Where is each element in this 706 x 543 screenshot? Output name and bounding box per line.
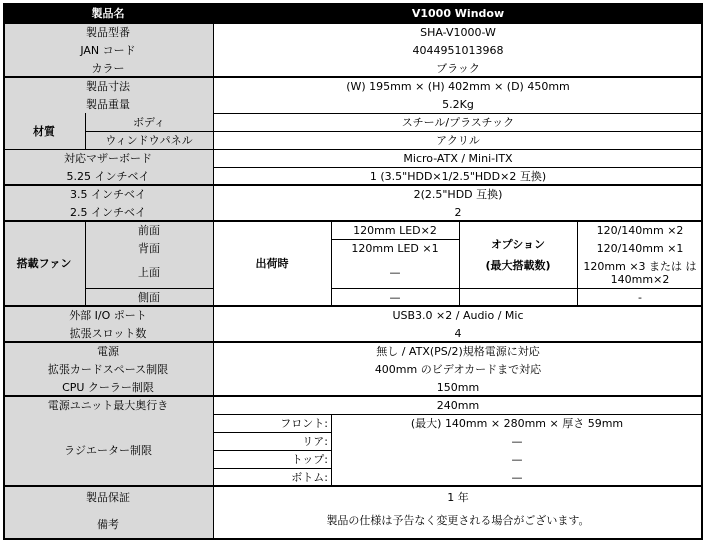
grid-line [3,76,703,78]
value-model: SHA-V1000-W [420,25,496,39]
header-product-name: V1000 Window [213,3,703,23]
label-radiator-bottom: ボトム: [291,470,328,484]
grid-line [331,239,459,240]
label-fan-front: 前面 [85,221,213,239]
label-fan-side: 側面 [85,288,213,306]
grid-line [3,149,703,150]
grid-line [213,113,703,114]
grid-line [3,485,703,487]
label-psu-depth: 電源ユニット最大奥行き [3,396,213,414]
value-gpu: 400mm のビデオカードまで対応 [374,362,542,376]
value-weight: 5.2Kg [442,97,474,111]
grid-line [331,288,703,289]
label-bay25: 2.5 インチベイ [3,203,213,221]
grid-line [85,221,86,306]
label-psu: 電源 [3,342,213,360]
grid-line [213,414,703,415]
label-notes: 備考 [3,508,213,540]
grid-line [3,341,703,343]
label-fans: 搭載ファン [3,221,85,306]
grid-line [331,414,332,486]
label-slots: 拡張スロット数 [3,324,213,342]
fan-top-option-line2: 140mm×2 [610,272,670,286]
fan-side-option: - [638,290,642,304]
grid-line [3,22,703,24]
value-warranty: 1 年 [447,490,469,504]
value-radiator-rear: — [511,434,523,448]
spec-table [3,3,703,540]
label-cooler: CPU クーラー制限 [3,378,213,396]
label-radiator-rear: リア: [302,434,328,448]
grid-line [3,538,703,540]
grid-line [3,3,703,5]
grid-line [213,468,331,469]
grid-line [3,305,703,307]
value-notes: 製品の仕様は予告なく変更される場合がございます。 [326,513,590,527]
grid-line [85,113,86,149]
grid-line [85,288,213,289]
value-motherboard: Micro-ATX / Mini-ITX [403,151,513,165]
fans-option-subtitle: (最大搭載数) [485,258,551,272]
grid-line [331,221,332,306]
label-color: カラー [3,59,213,77]
label-weight: 製品重量 [3,95,213,113]
value-color: ブラック [436,61,480,75]
fan-rear-shipped: 120mm LED ×1 [351,241,439,255]
label-gpu: 拡張カードスペース制限 [3,360,213,378]
fan-side-shipped: — [389,290,401,304]
label-fan-top: 上面 [85,257,213,288]
fans-shipped-label: 出荷時 [255,257,289,270]
label-bay525: 5.25 インチベイ [3,167,213,185]
fan-front-shipped: 120mm LED×2 [353,223,437,237]
fans-option-label [459,221,577,288]
label-material-window: ウィンドウパネル [85,131,213,149]
value-jan: 4044951013968 [412,43,504,57]
label-fan-rear: 背面 [85,239,213,257]
label-io: 外部 I/O ポート [3,306,213,324]
grid-line [213,450,331,451]
value-bay25: 2 [454,205,462,219]
value-bay525: 1 (3.5"HDD×1/2.5"HDD×2 互換) [369,169,547,183]
grid-line [577,221,578,306]
value-slots: 4 [454,326,462,340]
label-radiator: ラジエーター制限 [3,414,213,486]
fan-top-option-line1: 120mm ×3 または は [583,259,697,273]
fan-rear-option: 120/140mm ×1 [596,241,684,255]
value-cooler: 150mm [436,380,480,394]
label-radiator-top: トップ: [291,452,328,466]
value-radiator-top: — [511,452,523,466]
label-size: 製品寸法 [3,77,213,95]
value-material-window: アクリル [436,133,480,147]
fan-top-option [577,257,703,288]
header-label: 製品名 [3,3,213,23]
label-warranty: 製品保証 [3,486,213,508]
grid-line [3,395,703,397]
fan-front-option: 120/140mm ×2 [596,223,684,237]
grid-line [459,221,460,306]
grid-line [3,3,5,540]
label-material-body: ボディ [85,113,213,131]
grid-line [3,220,703,222]
fan-top-shipped: — [389,266,401,279]
label-bay35: 3.5 インチベイ [3,185,213,203]
value-size: (W) 195mm × (H) 402mm × (D) 450mm [346,79,570,93]
label-material: 材質 [3,113,85,149]
grid-line [213,167,703,168]
label-motherboard: 対応マザーボード [3,149,213,167]
fans-option-title: オプション [490,237,545,251]
value-psu-depth: 240mm [436,398,480,412]
grid-line [701,3,703,540]
grid-line [3,184,703,186]
value-radiator-bottom: — [511,470,523,484]
grid-line [213,432,331,433]
value-radiator-front: (最大) 140mm × 280mm × 厚さ 59mm [410,416,624,430]
label-radiator-front: フロント: [280,416,328,430]
value-psu: 無し / ATX(PS/2)規格電源に対応 [376,344,540,358]
value-bay35: 2(2.5"HDD 互換) [413,187,503,201]
value-io: USB3.0 ×2 / Audio / Mic [392,308,524,322]
grid-line [213,23,214,538]
value-material-body: スチール/プラスチック [401,115,515,129]
label-model: 製品型番 [3,23,213,41]
grid-line [85,131,703,132]
label-jan: JAN コード [3,41,213,59]
